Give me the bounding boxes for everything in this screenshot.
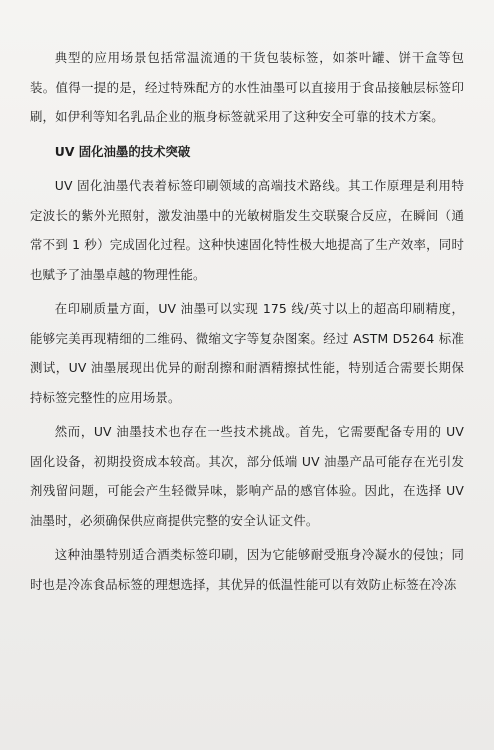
document-body <box>30 43 464 599</box>
paragraph-3: 在印刷质量方面，UV 油墨可以实现 175 线/英寸以上的超高印刷精度，能够完美再现精细的二维码、微缩文字等复杂图案。经过 ASTM D5264 标准测试，UV 油墨展现出优异的耐刮擦和耐酒精擦拭性能，特别适合需要长期保持标签完整性的应用场景。 <box>30 301 464 405</box>
paragraph-5: 这种油墨特别适合酒类标签印刷，因为它能够耐受瓶身冷凝水的侵蚀；同时也是冷冻食品标签的理想选择，其优异的低温性能可以有效防止标签在冷冻 <box>30 547 464 592</box>
paragraph-4: 然而，UV 油墨技术也存在一些技术挑战。首先，它需要配备专用的 UV 固化设备，初期投资成本较高。其次，部分低端 UV 油墨产品可能存在光引发剂残留问题，可能会产生轻微异味，影响产品的感官体验。因此，在选择 UV 油墨时，必须确保供应商提供完整的安全认证文件。 <box>30 424 464 528</box>
section-heading: UV 固化油墨的技术突破 <box>54 143 191 159</box>
paragraph-2: UV 固化油墨代表着标签印刷领域的高端技术路线。其工作原理是利用特定波长的紫外光照射，激发油墨中的光敏树脂发生交联聚合反应，在瞬间（通常不到 1 秒）完成固化过程。这种快速固化特性极大地提高了生产效率，同时也赋予了油墨卓越的物理性能。 <box>30 178 464 282</box>
paragraph-1: 典型的应用场景包括常温流通的干货包装标签，如茶叶罐、饼干盒等包装。值得一提的是，经过特殊配方的水性油墨可以直接用于食品接触层标签印刷，如伊利等知名乳品企业的瓶身标签就采用了这种安全可靠的技术方案。 <box>30 50 464 124</box>
